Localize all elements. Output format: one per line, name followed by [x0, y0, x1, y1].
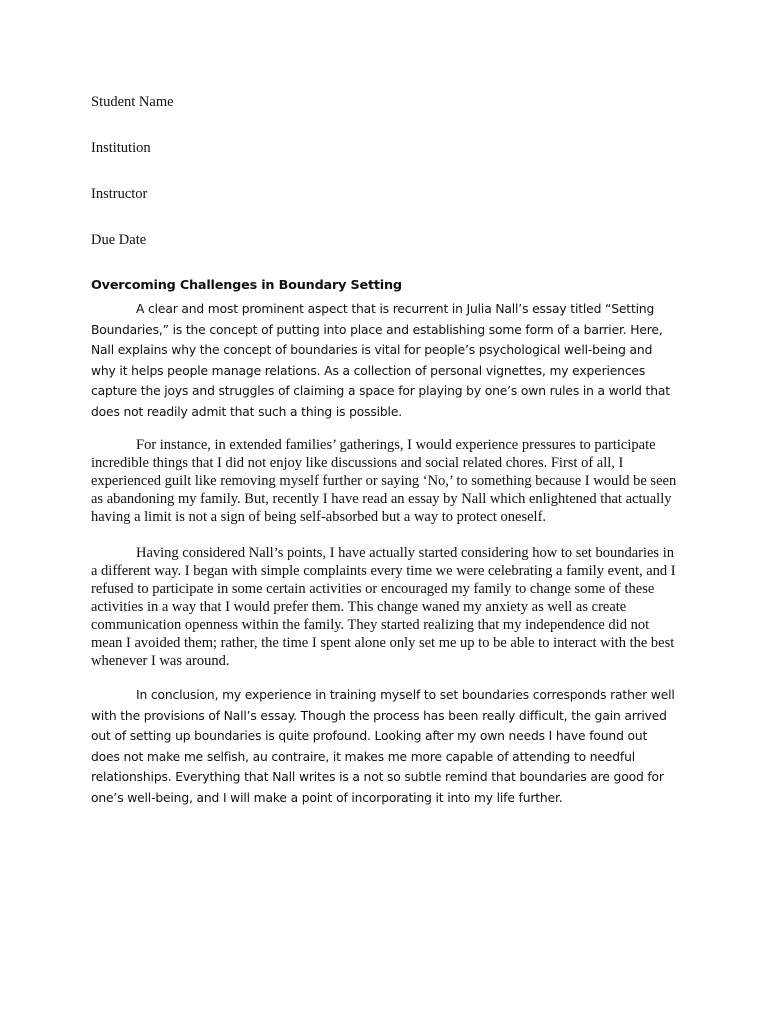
student-name: Student Name	[91, 94, 174, 110]
paragraph-3: Having considered Nall’s points, I have actually started considering how to set boundaries in a different way. I began with simple complaints every time we were celebrating a family event, and I refused to participate in some certain activities or encouraged my family to change some of these activities in a way that I would prefer them. This change waned my anxiety as well as create communication openness within the family. They started realizing that my independence did not mean I avoided them; rather, the time I spent alone only set me up to be able to interact with the best whenever I was around.	[91, 545, 676, 669]
document-body	[91, 93, 679, 808]
document-title: Overcoming Challenges in Boundary Setting	[91, 278, 402, 293]
instructor: Instructor	[91, 186, 148, 202]
institution: Institution	[91, 140, 151, 156]
paragraph-1: A clear and most prominent aspect that is recurrent in Julia Nall’s essay titled “Setting Boundaries,” is the concept of putting into place and establishing some form of a barrier. Here, Nall explains why the concept of boundaries is vital for people’s psychological well-being and why it helps people manage relations. As a collection of personal vignettes, my experiences capture the joys and struggles of claiming a space for playing by one’s own rules in a world that does not readily admit that such a thing is possible.	[91, 302, 670, 419]
paragraph-4: In conclusion, my experience in training myself to set boundaries corresponds rather well with the provisions of Nall’s essay. Though the process has been really difficult, the gain arrived out of setting up boundaries is quite profound. Looking after my own needs I have found out does not make me selfish, au contraire, it makes me more capable of attending to needful relationships. Everything that Nall writes is a not so subtle remind that boundaries are good for one’s well-being, and I will make a point of incorporating it into my life further.	[91, 688, 675, 805]
paragraph-2: For instance, in extended families’ gatherings, I would experience pressures to participate incredible things that I did not enjoy like discussions and social related chores. First of all, I experienced guilt like removing myself further or saying ‘No,’ to something because I would be seen as abandoning my family. But, recently I have read an essay by Nall which enlightened that actually having a limit is not a sign of being self-absorbed but a way to protect oneself.	[91, 437, 677, 525]
due-date: Due Date	[91, 232, 147, 248]
